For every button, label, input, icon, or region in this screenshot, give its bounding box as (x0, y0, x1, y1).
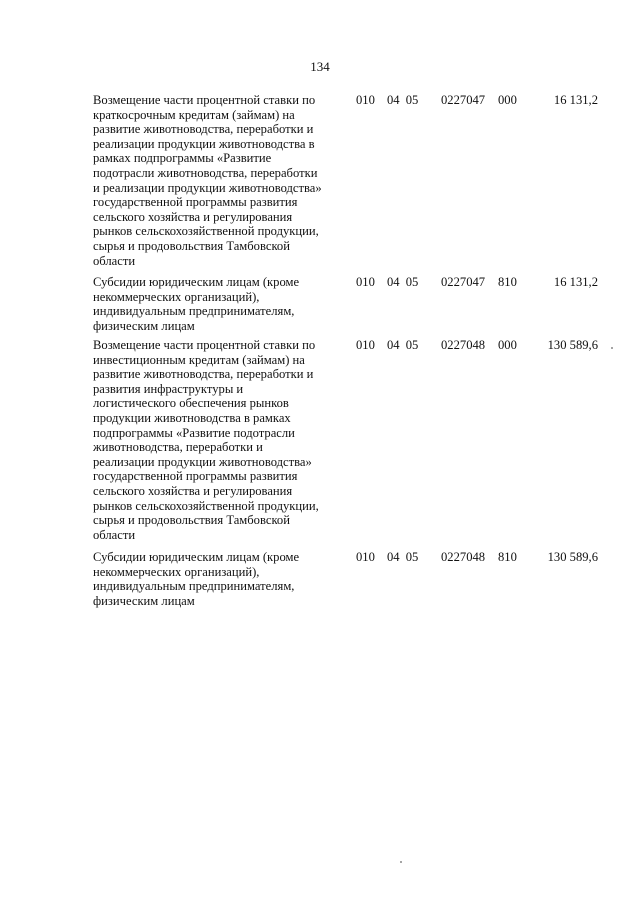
description-line: Субсидии юридическим лицам (кроме (93, 550, 300, 564)
description-line: сырья и продовольствия Тамбовской (93, 238, 290, 253)
amount: 130 589,6 (547, 550, 598, 564)
description-line: реализации продукции животноводства» (93, 454, 312, 469)
amount: 130 589,6 (547, 338, 598, 352)
description-line: развития инфраструктуры и (93, 381, 244, 396)
description-line: индивидуальным предпринимателям, (93, 304, 295, 319)
description-line: развитие животноводства, переработки и (93, 367, 314, 382)
description-line: подпрограммы «Развитие подотрасли (93, 425, 295, 440)
expense-type-code: 000 (498, 338, 517, 352)
description-line: продукции животноводства в рамках (93, 410, 291, 425)
description-line: краткосрочным кредитам (займам) на (93, 107, 295, 122)
expense-type-code: 810 (498, 275, 517, 289)
description-line: области (93, 527, 136, 542)
admin-code: 010 (356, 550, 375, 564)
expense-type-code: 000 (498, 93, 517, 107)
scan-speck (611, 347, 613, 349)
description-line: Возмещение части процентной ставки по (93, 93, 316, 107)
description-line: Возмещение части процентной ставки по (93, 338, 316, 352)
scan-speck (400, 861, 402, 863)
page-number: 134 (310, 59, 330, 74)
description-line: и реализации продукции животноводства» (93, 180, 322, 195)
admin-code: 010 (356, 275, 375, 289)
admin-code: 010 (356, 338, 375, 352)
section-code: 04 05 (387, 550, 419, 564)
target-code: 0227047 (441, 93, 486, 107)
description-line: индивидуальным предпринимателям, (93, 579, 295, 594)
description-line: реализации продукции животноводства в (93, 136, 315, 151)
description-line: государственной программы развития (93, 469, 298, 484)
description-line: Субсидии юридическим лицам (кроме (93, 275, 300, 289)
description-line: рынков сельскохозяйственной продукции, (93, 224, 319, 239)
admin-code: 010 (356, 93, 375, 107)
description-line: сельского хозяйства и регулирования (93, 483, 293, 498)
description-line: логистического обеспечения рынков (93, 396, 289, 411)
description-line: сырья и продовольствия Тамбовской (93, 513, 290, 528)
description-line: рамках подпрограммы «Развитие (93, 151, 272, 166)
amount: 16 131,2 (553, 93, 598, 107)
description-line: некоммерческих организаций), (93, 289, 260, 304)
target-code: 0227047 (441, 275, 486, 289)
description-line: рынков сельскохозяйственной продукции, (93, 498, 319, 513)
description-line: некоммерческих организаций), (93, 564, 260, 579)
section-code: 04 05 (387, 338, 419, 352)
section-code: 04 05 (387, 275, 419, 289)
section-code: 04 05 (387, 93, 419, 107)
description-line: области (93, 253, 136, 268)
target-code: 0227048 (441, 338, 486, 352)
target-code: 0227048 (441, 550, 486, 564)
description-line: подотрасли животноводства, переработки (93, 165, 318, 180)
row-description (93, 338, 345, 542)
description-line: развитие животноводства, переработки и (93, 122, 314, 137)
amount: 16 131,2 (553, 275, 598, 289)
row-description (93, 275, 345, 333)
description-line: животноводства, переработки и (93, 440, 263, 455)
description-line: физическим лицам (93, 593, 195, 608)
description-line: физическим лицам (93, 318, 195, 333)
description-line: инвестиционным кредитам (займам) на (93, 352, 305, 367)
row-description (93, 550, 345, 608)
expense-type-code: 810 (498, 550, 517, 564)
row-description (93, 93, 345, 268)
description-line: сельского хозяйства и регулирования (93, 209, 293, 224)
description-line: государственной программы развития (93, 195, 298, 210)
